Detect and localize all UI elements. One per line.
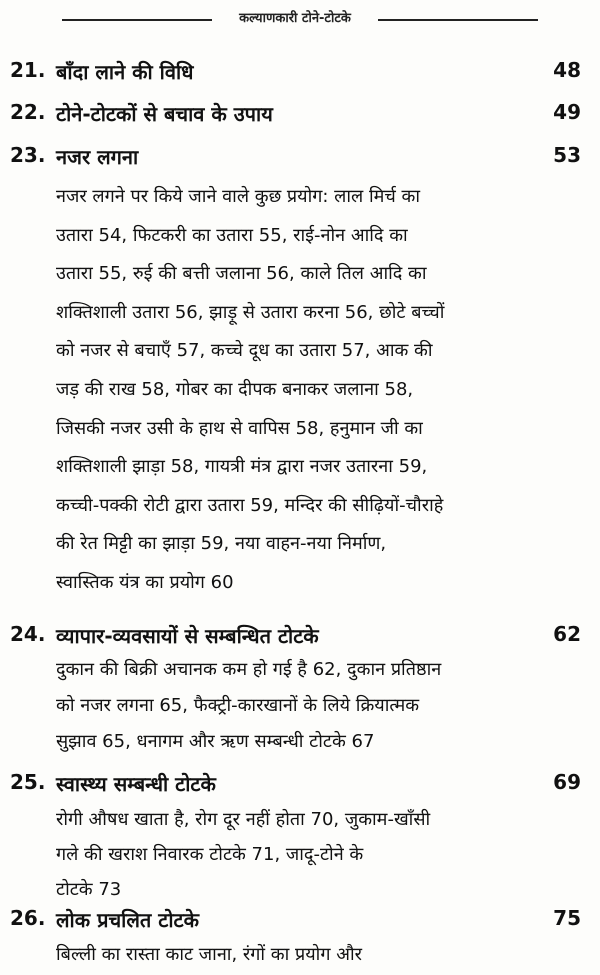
entry-description-23: नजर लगने पर किये जाने वाले कुछ प्रयोग: लाल मिर्च का उतारा 54, फिटकरी का उतारा 55, राई-नोन आदि का उतारा 55, रुई की बत्ती जलाना 56, काले तिल आदि का शक्तिशाली उतारा 56, झाड़ू से उतारा करना 56, छोटे बच्चों को नजर से बचाएँ 57, कच्चे दूध का उतारा 57, आक की जड़ की राख 58, गोबर का दीपक बनाकर जलाना 58, जिसकी नजर उसी के हाथ से वापिस 58, हनुमान जी का शक्तिशाली झाड़ा 58, गायत्री मंत्र द्वारा नजर उतारना 59, कच्ची-पक्की रोटी द्वारा उतारा 59, मन्दिर की सीढ़ियों-चौराहे की रेत मिट्टी का झाड़ा 59, नया वाहन-नया निर्माण, स्वास्तिक यंत्र का प्रयोग 60 (56, 186, 445, 593)
entry-title: बाँदा लाने की विधि (56, 60, 194, 84)
entry-page: 48 (553, 58, 581, 82)
entry-number: 22. (10, 100, 46, 124)
running-header (0, 6, 600, 36)
header-rule-right (378, 19, 538, 21)
entry-number: 25. (10, 770, 46, 794)
entry-page: 69 (553, 770, 581, 794)
entry-title: व्यापार-व्यवसायों से सम्बन्धित टोटके (56, 624, 319, 648)
entry-page: 62 (553, 622, 581, 646)
entry-number: 24. (10, 622, 46, 646)
entry-description-24: दुकान की बिक्री अचानक कम हो गई है 62, दुकान प्रतिष्ठान को नजर लगना 65, फैक्ट्री-कारखानों के लिये क्रियात्मक सुझाव 65, धनागम और ऋण सम्बन्धी टोटके 67 (56, 659, 442, 752)
entry-page: 53 (553, 143, 581, 167)
header-title: कल्याणकारी टोने-टोटके (239, 11, 351, 26)
entry-number: 21. (10, 58, 46, 82)
entry-title: नजर लगना (56, 145, 139, 169)
entry-title: स्वास्थ्य सम्बन्धी टोटके (56, 772, 216, 796)
entry-number: 23. (10, 143, 46, 167)
entry-page: 49 (553, 100, 581, 124)
entry-number: 26. (10, 906, 46, 930)
entry-title: लोक प्रचलित टोटके (56, 908, 199, 932)
entry-description-26: बिल्ली का रास्ता काट जाना, रंगों का प्रयोग और (56, 944, 362, 965)
entry-description-25: रोगी औषध खाता है, रोग दूर नहीं होता 70, जुकाम-खाँसी गले की खराश निवारक टोटके 71, जादू-टोने के टोटके 73 (56, 809, 431, 900)
entry-page: 75 (553, 906, 581, 930)
entry-title: टोने-टोटकों से बचाव के उपाय (56, 102, 273, 126)
header-rule-left (62, 19, 212, 21)
